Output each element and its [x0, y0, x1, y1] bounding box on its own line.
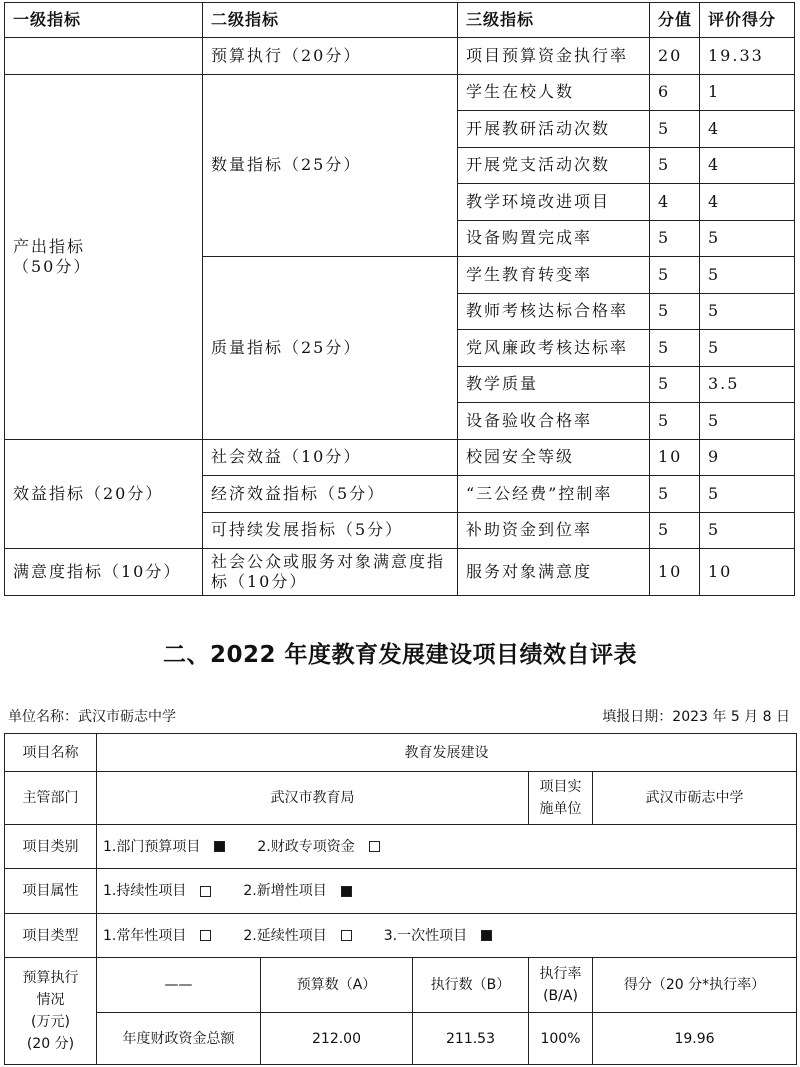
- budget-label-line: 预算执行: [22, 970, 79, 986]
- category-option: [103, 836, 249, 858]
- attribute-options: [97, 869, 797, 914]
- eval-cell: 9: [700, 439, 795, 476]
- type-option: [103, 925, 235, 947]
- table-row: [5, 549, 795, 596]
- form-row: [5, 825, 797, 869]
- budget-label-cell: [5, 958, 97, 1065]
- level3-cell: 设备验收合格率: [458, 403, 650, 440]
- level2-quality-cell: 质量指标（25分）: [203, 257, 458, 440]
- score-cell: 6: [650, 74, 700, 111]
- performance-indicator-table: [4, 2, 795, 596]
- budget-label-line: (20 分): [26, 1036, 75, 1052]
- attribute-option: [103, 880, 235, 902]
- level2-satisfaction-cell: 社会公众或服务对象满意度指标（10分）: [203, 549, 458, 596]
- level3-cell: 学生在校人数: [458, 74, 650, 111]
- form-row: [5, 772, 797, 825]
- level3-cell: “三公经费”控制率: [458, 476, 650, 513]
- eval-cell: 19.33: [700, 38, 795, 75]
- checkbox-checked-icon[interactable]: [214, 841, 225, 852]
- impl-unit-label-line: 项目实: [539, 779, 582, 795]
- level3-cell: 教师考核达标合格率: [458, 293, 650, 330]
- header-level2: 二级指标: [203, 3, 458, 38]
- level3-cell: 校园安全等级: [458, 439, 650, 476]
- budget-dash-header: ——: [97, 958, 261, 1013]
- level1-benefit-cell: 效益指标（20分）: [5, 439, 203, 549]
- table-row: [5, 38, 795, 75]
- section-title: 二、2022 年度教育发展建设项目绩效自评表: [162, 642, 638, 668]
- budget-label-line: (万元): [31, 1014, 70, 1030]
- attribute-label: 项目属性: [5, 869, 97, 914]
- self-evaluation-form: [4, 733, 797, 1065]
- score-cell: 5: [650, 293, 700, 330]
- level3-cell: 开展党支活动次数: [458, 147, 650, 184]
- impl-unit-label-line: 施单位: [539, 801, 582, 817]
- exec-rate-header-line: 执行率: [539, 966, 582, 982]
- score-cell: 10: [650, 549, 700, 596]
- budget-header-row: [5, 958, 797, 1013]
- exec-rate-header: [529, 958, 593, 1013]
- score-cell: 5: [650, 403, 700, 440]
- report-date: 填报日期：2023 年 5 月 8 日: [602, 709, 790, 725]
- header-level1: 一级指标: [5, 3, 203, 38]
- level3-cell: 开展教研活动次数: [458, 111, 650, 148]
- eval-cell: 5: [700, 403, 795, 440]
- score-cell: 5: [650, 476, 700, 513]
- score-cell: 5: [650, 366, 700, 403]
- budget-amount-value: 212.00: [261, 1013, 413, 1065]
- level1-output-label: 产出指标: [13, 236, 86, 256]
- annual-funds-label: 年度财政资金总额: [97, 1013, 261, 1065]
- indicator-header-row: [5, 3, 795, 38]
- budget-label-line: 情况: [36, 992, 65, 1008]
- checkbox-empty-icon[interactable]: [369, 841, 380, 852]
- type-options: [97, 914, 797, 958]
- dept-label: 主管部门: [5, 772, 97, 825]
- header-eval: 评价得分: [700, 3, 795, 38]
- project-name-label: 项目名称: [5, 734, 97, 772]
- level1-output-cell: [5, 74, 203, 439]
- eval-cell: 5: [700, 476, 795, 513]
- level2-cell: 可持续发展指标（5分）: [203, 512, 458, 549]
- level2-cell: 预算执行（20分）: [203, 38, 458, 75]
- score-cell: 5: [650, 147, 700, 184]
- score-cell: 4: [650, 184, 700, 221]
- score-cell: 5: [650, 220, 700, 257]
- level3-cell: 项目预算资金执行率: [458, 38, 650, 75]
- type-label: 项目类型: [5, 914, 97, 958]
- eval-cell: 10: [700, 549, 795, 596]
- exec-rate-header-line: (B/A): [543, 988, 578, 1004]
- score-cell: 5: [650, 330, 700, 367]
- attribute-option: [243, 880, 375, 902]
- category-label: 项目类别: [5, 825, 97, 869]
- category-option: [257, 836, 403, 858]
- checkbox-empty-icon[interactable]: [341, 930, 352, 941]
- eval-cell: 1: [700, 74, 795, 111]
- score-cell: 5: [650, 257, 700, 294]
- level1-satisfaction-cell: 满意度指标（10分）: [5, 549, 203, 596]
- exec-rate-value: 100%: [529, 1013, 593, 1065]
- header-level3: 三级指标: [458, 3, 650, 38]
- score-header: 得分（20 分*执行率）: [593, 958, 797, 1013]
- table-row: [5, 439, 795, 476]
- level3-cell: 服务对象满意度: [458, 549, 650, 596]
- option-label: 1.部门预算项目: [103, 838, 201, 855]
- exec-amount-header: 执行数（B）: [413, 958, 529, 1013]
- level3-cell: 学生教育转变率: [458, 257, 650, 294]
- eval-cell: 4: [700, 184, 795, 221]
- level2-cell: 社会效益（10分）: [203, 439, 458, 476]
- option-label: 2.延续性项目: [243, 927, 327, 944]
- level3-cell: 教学质量: [458, 366, 650, 403]
- eval-cell: 5: [700, 512, 795, 549]
- score-cell: 10: [650, 439, 700, 476]
- eval-cell: 5: [700, 293, 795, 330]
- score-value: 19.96: [593, 1013, 797, 1065]
- eval-cell: 3.5: [700, 366, 795, 403]
- type-option: [243, 925, 375, 947]
- score-cell: 20: [650, 38, 700, 75]
- option-label: 1.持续性项目: [103, 883, 187, 899]
- type-option: [384, 925, 516, 947]
- score-cell: 5: [650, 111, 700, 148]
- level2-cell: 经济效益指标（5分）: [203, 476, 458, 513]
- form-row: [5, 914, 797, 958]
- eval-cell: 5: [700, 220, 795, 257]
- eval-cell: 4: [700, 111, 795, 148]
- level3-cell: 教学环境改进项目: [458, 184, 650, 221]
- level1-output-points: （50分）: [13, 256, 92, 276]
- score-cell: 5: [650, 512, 700, 549]
- option-label: 3.一次性项目: [383, 927, 468, 944]
- impl-unit-label: [529, 772, 593, 825]
- form-row: [5, 734, 797, 772]
- option-label: 1.常年性项目: [103, 927, 187, 944]
- option-label: 2.财政专项资金: [257, 838, 355, 855]
- checkbox-empty-icon[interactable]: [200, 886, 211, 897]
- eval-cell: 5: [700, 257, 795, 294]
- unit-name: 单位名称：武汉市砺志中学: [8, 709, 176, 725]
- exec-amount-value: 211.53: [413, 1013, 529, 1065]
- option-label: 2.新增性项目: [243, 883, 327, 899]
- dept-value: 武汉市教育局: [97, 772, 529, 825]
- level3-cell: 补助资金到位率: [458, 512, 650, 549]
- eval-cell: 5: [700, 330, 795, 367]
- eval-cell: 4: [700, 147, 795, 184]
- level3-cell: 设备购置完成率: [458, 220, 650, 257]
- level3-cell: 党风廉政考核达标率: [458, 330, 650, 367]
- table-row: [5, 74, 795, 111]
- checkbox-empty-icon[interactable]: [200, 930, 211, 941]
- form-row: [5, 869, 797, 914]
- checkbox-checked-icon[interactable]: [341, 886, 352, 897]
- project-name-value: 教育发展建设: [97, 734, 797, 772]
- category-options: [97, 825, 797, 869]
- budget-data-row: [5, 1013, 797, 1065]
- budget-amount-header: 预算数（A）: [261, 958, 413, 1013]
- level2-quantity-cell: 数量指标（25分）: [203, 74, 458, 257]
- impl-unit-value: 武汉市砺志中学: [593, 772, 797, 825]
- level1-cell-empty: [5, 38, 203, 75]
- header-score: 分值: [650, 3, 700, 38]
- checkbox-checked-icon[interactable]: [481, 930, 492, 941]
